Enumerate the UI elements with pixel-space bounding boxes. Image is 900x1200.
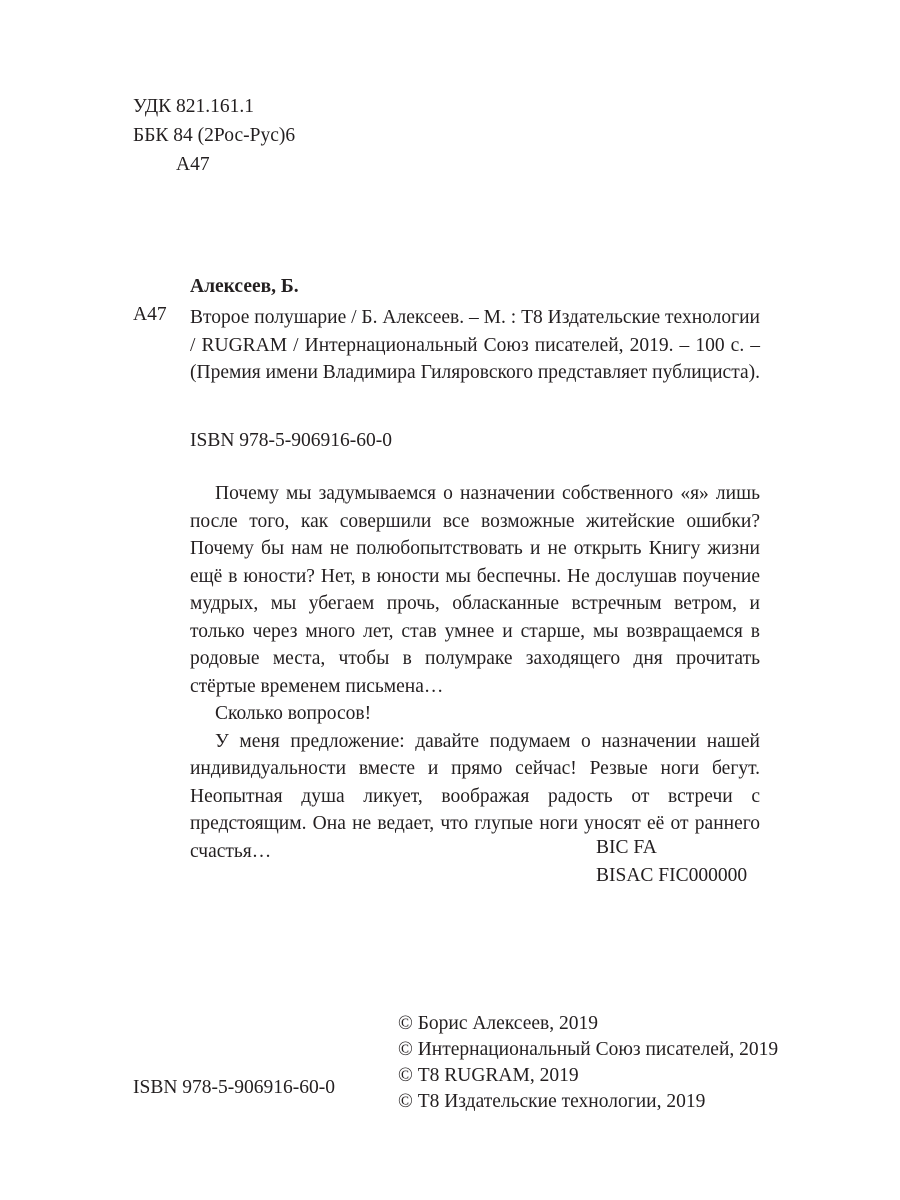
copyright-notices [398,1011,778,1115]
copyright-line: © Борис Алексеев, 2019 [398,1013,598,1034]
annotation-paragraph: Почему мы задумываемся о назначении собственного «я» лишь после того, как совершили все возможные житейские ошибки? Почему бы нам не полюбопытствовать и не открыть Книгу жизни ещё в юности? Нет, в юности мы беспечны. Не дослушав поучение мудрых, мы убегаем прочь, обласканные встречным ветром, и только через много лет, став умнее и старше, мы возвращаемся в родовые места, чтобы в полумраке заходящего дня прочитать стёртые временем письмена… [190,483,760,697]
bisac-code: BISAC FIC000000 [596,865,748,886]
copyright-line: © Т8 Издательские технологии, 2019 [398,1091,706,1112]
annotation-paragraph: У меня предложение: давайте подумаем о назначении нашей индивидуальности вместе и прямо сейчас! Резвые ноги бегут. Неопытная душа ликует, воображая радость от встречи с предстоящим. Она не ведает, что глупые ноги уносят её от раннего счастья… [190,730,760,862]
copyright-line: © Интернациональный Союз писателей, 2019 [398,1039,779,1060]
call-number: А47 [133,304,167,325]
author-name: Алексеев, Б. [190,276,299,297]
copyright-line: © Т8 RUGRAM, 2019 [398,1065,579,1086]
classification-codes [133,92,295,179]
subject-codes [596,834,747,890]
isbn: ISBN 978-5-906916-60-0 [190,430,393,451]
udk-code: УДК 821.161.1 [133,96,255,117]
isbn-bottom: ISBN 978-5-906916-60-0 [133,1077,336,1098]
annotation [190,480,760,865]
annotation-paragraph: Сколько вопросов! [215,703,372,724]
bibliographic-record: Второе полушарие / Б. Алексеев. – М. : Т8 Издательские технологии / RUGRAM / Интернациональный Союз писателей, 2019. – 100 с. – (Премия имени Владимира Гиляровского представляет публициста). [190,307,760,383]
author-mark: А47 [176,154,210,175]
bic-code: BIC FA [596,837,657,858]
bbk-code: ББК 84 (2Рос-Рус)6 [133,125,296,146]
